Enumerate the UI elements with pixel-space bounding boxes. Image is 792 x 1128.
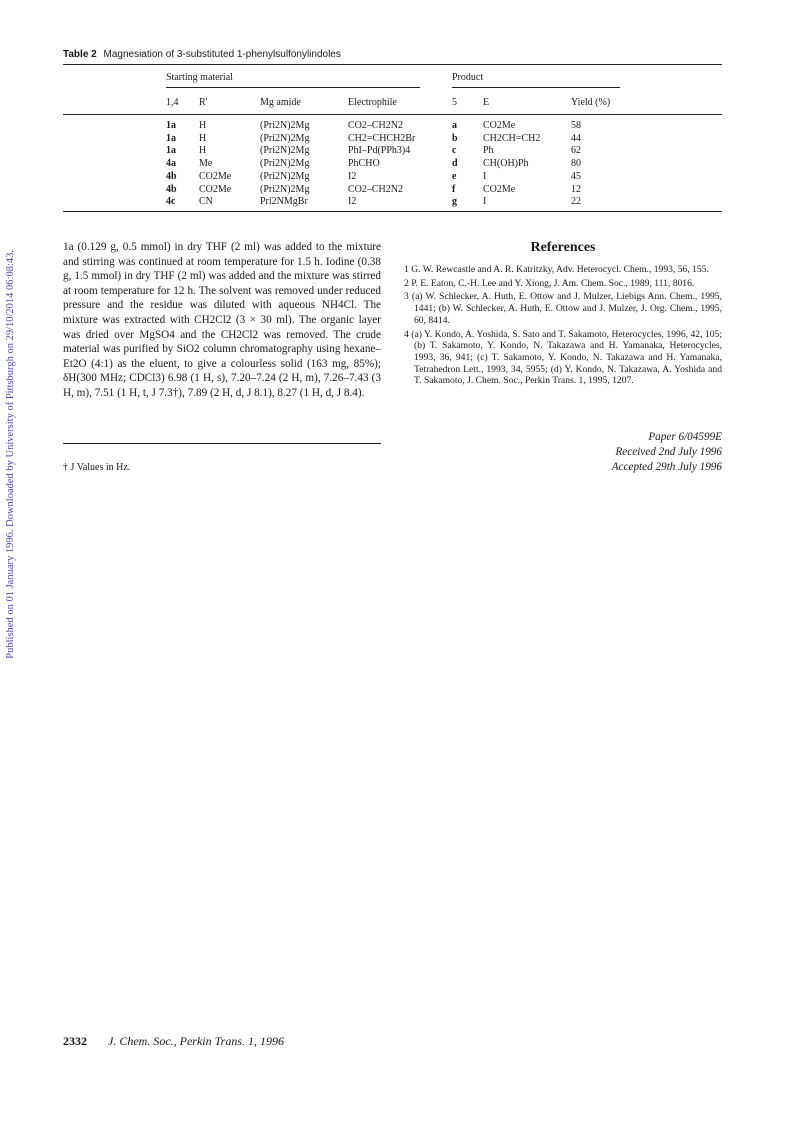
cell-electrophile: I2 <box>348 196 357 208</box>
cell-electrophile: CH2=CHCH2Br <box>348 132 416 144</box>
cell-yield: 22 <box>571 196 581 208</box>
cell-yield: 80 <box>571 158 581 170</box>
references-list <box>404 264 722 389</box>
cell-compound: 1a <box>166 120 176 131</box>
references-heading: References <box>530 240 596 255</box>
cell-r: Me <box>199 158 213 170</box>
cell-compound: 1a <box>166 145 176 157</box>
cell-yield: 58 <box>571 120 581 131</box>
cell-mg-amide: Pri2NMgBr <box>260 196 308 208</box>
footnote-rule <box>63 443 381 444</box>
cell-product-number: d <box>452 158 458 170</box>
download-watermark: Published on 01 January 1996. Downloaded by University of Pittsburgh on 29/10/2014 06:08:43. <box>5 250 16 659</box>
col-header-product-number: 5 <box>452 97 457 108</box>
experimental-paragraph: 1a (0.129 g, 0.5 mmol) in dry THF (2 ml) was added to the mixture and stirring was continued at room temperature for 1.5 h. Iodine (0.38 g, 1.5 mmol) in dry THF (2 ml) was added and the mixture was stirred at room temperature for 12 h. The solvent was removed under reduced pressure and the residue was diluted with aqueous NH4Cl. The mixture was extracted with CH2Cl2 (3 × 30 ml). The organic layer was dried over MgSO4 and the CH2Cl2 was removed. The crude material was purified by SiO2 column chromatography using hexane–Et2O (4:1) as the eluent, to give a colourless solid (163 mg, 85%); δH(300 MHz; CDCl3) 6.98 (1 H, s), 7.20–7.24 (2 H, m), 7.26–7.43 (3 H, m), 7.51 (1 H, t, J 7.3†), 7.89 (2 H, d, J 8.1), 8.27 (1 H, d, J 8.4). <box>63 241 381 399</box>
cell-compound: 4c <box>166 196 176 208</box>
cell-product-number: b <box>452 132 458 144</box>
reference-item: 2 P. E. Eaton, C.-H. Lee and Y. Xiong, J. Am. Chem. Soc., 1989, 111, 8016. <box>404 277 695 289</box>
starting-material-rule <box>166 87 420 88</box>
cell-r: CN <box>199 196 213 208</box>
table-top-rule <box>63 64 722 65</box>
reference-item: 1 G. W. Rewcastle and A. R. Katritzky, Adv. Heterocycl. Chem., 1993, 56, 155. <box>404 264 709 275</box>
cell-compound: 4b <box>166 170 177 182</box>
cell-mg-amide: (Pri2N)2Mg <box>260 183 310 195</box>
cell-compound: 1a <box>166 132 176 144</box>
reference-item: 3 (a) W. Schlecker, A. Huth, E. Ottow and J. Mulzer, Liebigs Ann. Chem., 1995, 1441; (b) W. Schlecker, A. Huth, E. Ottow and J. Mulzer, J. Org. Chem., 1995, 60, 8414. <box>404 291 722 326</box>
cell-e: CH2CH=CH2 <box>483 132 541 144</box>
cell-compound: 4b <box>166 183 177 195</box>
header-bottom-rule <box>63 114 722 115</box>
col-header-mg-amide: Mg amide <box>260 97 301 108</box>
cell-r: H <box>199 120 207 131</box>
table-caption <box>63 49 341 60</box>
cell-r: H <box>199 145 207 157</box>
cell-e: CH(OH)Ph <box>483 158 529 170</box>
footnote: † J Values in Hz. <box>63 462 131 473</box>
cell-e: I <box>483 196 487 208</box>
col-header-yield: Yield (%) <box>571 97 611 108</box>
cell-mg-amide: (Pri2N)2Mg <box>260 170 310 182</box>
cell-electrophile: I2 <box>348 170 357 182</box>
cell-mg-amide: (Pri2N)2Mg <box>260 120 310 131</box>
cell-yield: 44 <box>571 132 581 144</box>
accepted-date: Accepted 29th July 1996 <box>611 461 722 473</box>
cell-e: CO2Me <box>483 183 516 195</box>
cell-mg-amide: (Pri2N)2Mg <box>260 145 310 157</box>
received-date: Received 2nd July 1996 <box>615 446 722 458</box>
cell-product-number: f <box>452 183 456 195</box>
col-header-electrophile: Electrophile <box>348 97 397 108</box>
paper-id: Paper 6/04599E <box>648 431 722 443</box>
cell-product-number: e <box>452 170 457 182</box>
cell-electrophile: CO2–CH2N2 <box>348 183 404 195</box>
cell-electrophile: PhCHO <box>348 158 380 170</box>
group-header-product: Product <box>452 72 484 83</box>
col-header-r: R' <box>199 97 208 108</box>
cell-r: CO2Me <box>199 183 232 195</box>
table-label: Table 2 <box>63 49 97 60</box>
cell-mg-amide: (Pri2N)2Mg <box>260 132 310 144</box>
col-header-compound: 1,4 <box>166 97 179 108</box>
cell-mg-amide: (Pri2N)2Mg <box>260 158 310 170</box>
cell-r: H <box>199 132 207 144</box>
cell-electrophile: PhI–Pd(PPh3)4 <box>348 145 411 157</box>
col-header-e: E <box>483 97 490 108</box>
reference-item: 4 (a) Y. Kondo, A. Yoshida, S. Sato and T. Sakamoto, Heterocycles, 1996, 42, 105; (b) T. Sakamoto, Y. Kondo, N. Takazawa and H. Yamanaka, Heterocycles, 1993, 36, 941; (c) T. Sakamoto, Y. Kondo, N. Takazawa and H. Yamanaka, Tetrahedron Lett., 1993, 34, 5955; (d) Y. Kondo, N. Takazawa, A. Yoshida and T. Sakamoto, J. Chem. Soc., Perkin Trans. 1, 1995, 1207. <box>404 328 722 387</box>
page-number: 2332 <box>63 1034 87 1048</box>
cell-e: I <box>483 170 487 182</box>
group-header-starting-material: Starting material <box>166 72 233 83</box>
table-bottom-rule <box>63 211 722 212</box>
cell-product-number: c <box>452 145 457 157</box>
cell-e: CO2Me <box>483 120 516 131</box>
cell-yield: 12 <box>571 183 581 195</box>
product-rule <box>452 87 620 88</box>
cell-e: Ph <box>483 145 494 157</box>
page-footer <box>63 1034 284 1049</box>
journal-line: J. Chem. Soc., Perkin Trans. 1, 1996 <box>108 1034 284 1048</box>
cell-compound: 4a <box>166 158 176 170</box>
cell-yield: 45 <box>571 170 581 182</box>
cell-r: CO2Me <box>199 170 232 182</box>
table-title: Magnesiation of 3-substituted 1-phenylsulfonylindoles <box>103 49 341 60</box>
cell-product-number: g <box>452 196 457 208</box>
cell-yield: 62 <box>571 145 581 157</box>
cell-product-number: a <box>452 120 457 131</box>
cell-electrophile: CO2–CH2N2 <box>348 120 404 131</box>
